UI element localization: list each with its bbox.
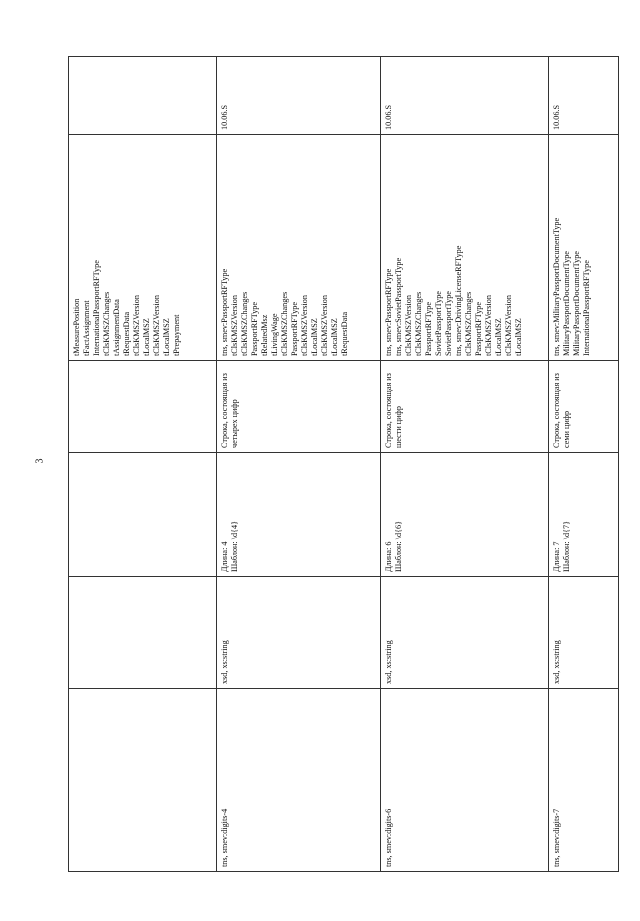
table-row — [549, 57, 619, 872]
cell-used-in — [549, 135, 619, 361]
restriction-line: Длина: 4 — [220, 541, 229, 572]
used-in-line: tLocalMSZ — [142, 318, 151, 356]
used-in-line: tClsKMSZChanges — [464, 291, 473, 356]
used-in-line: tns, smev:DrivingLicenseRFType — [454, 245, 463, 356]
used-in-line: PassportRFType — [424, 301, 433, 356]
cell-used-in — [381, 135, 549, 361]
used-in-line: PassportRFType — [250, 301, 259, 356]
cell-description: Строка, состоящая из шести цифр — [381, 361, 549, 453]
used-in-line: tLocalMSZ — [162, 318, 171, 356]
page-number: 3 — [34, 458, 46, 464]
cell-version: 10.06.S — [549, 57, 619, 135]
used-in-line: tLocalMSZ — [330, 318, 339, 356]
cell-used-in — [217, 135, 381, 361]
cell-description — [69, 361, 217, 453]
used-in-line: InternationalPassportRFType — [92, 260, 101, 356]
cell-base-type: xsd, xs:string — [549, 577, 619, 689]
used-in-line: PassportRFType — [290, 301, 299, 356]
used-in-line: PassportRFType — [474, 301, 483, 356]
used-in-line: SovietPassportType — [434, 291, 443, 356]
used-in-line: tMeasurePosition — [72, 298, 81, 356]
cell-base-type: xsd, xs:string — [217, 577, 381, 689]
cell-restriction — [549, 453, 619, 577]
used-in-line: tns, smev:MilitaryPassportDocumentType — [552, 217, 561, 356]
used-in-line: tClsKMSZVersion — [300, 295, 309, 356]
type-definitions-table — [68, 56, 619, 872]
used-in-line: tLocalMSZ — [310, 318, 319, 356]
cell-version — [69, 57, 217, 135]
used-in-line: MilitaryPassportDocumentType — [572, 251, 581, 356]
used-in-line: tClsKMSZChanges — [102, 291, 111, 356]
used-in-line: tLocalMSZ — [514, 318, 523, 356]
table-row — [69, 57, 217, 872]
used-in-line: tns, smev:PassportRFType — [220, 268, 229, 356]
restriction-line: Шаблон: \d{6} — [394, 520, 403, 572]
cell-restriction — [217, 453, 381, 577]
used-in-line: MilitaryPassportDocumentType — [562, 251, 571, 356]
cell-base-type — [69, 577, 217, 689]
cell-restriction — [381, 453, 549, 577]
cell-name: tns, smev:digits-7 — [549, 689, 619, 872]
used-in-line: tRelatedMsz — [260, 314, 269, 356]
cell-name — [69, 689, 217, 872]
used-in-line: tClsKMSZVersion — [320, 295, 329, 356]
used-in-line: tns, smev:PassportRFType — [384, 268, 393, 356]
used-in-line: tClsKMSZChanges — [240, 291, 249, 356]
used-in-line: tLivingWage — [270, 313, 279, 356]
used-in-line: tAssignmentData — [112, 299, 121, 356]
table-body — [69, 57, 619, 872]
used-in-line: tClsKMSZChanges — [414, 291, 423, 356]
restriction-line: Шаблон: \d{4} — [230, 520, 239, 572]
cell-version: 10.06.S — [217, 57, 381, 135]
used-in-line: tClsKMSZVersion — [484, 295, 493, 356]
restriction-line: Шаблон: \d{7} — [562, 520, 571, 572]
restriction-line: Длина: 7 — [552, 541, 561, 572]
used-in-line: tFactAssignment — [82, 300, 91, 356]
used-in-line: SovietPassportType — [444, 291, 453, 356]
used-in-line: tClsKMSZVersion — [132, 295, 141, 356]
used-in-line: tClsKMSZVersion — [504, 295, 513, 356]
cell-name: tns, smev:digits-6 — [381, 689, 549, 872]
cell-used-in — [69, 135, 217, 361]
used-in-line: tClsKMSZVersion — [404, 295, 413, 356]
cell-description: Строка, состоящая из семи цифр — [549, 361, 619, 453]
used-in-line: InternationalPassportRFType — [582, 260, 591, 356]
table-row — [381, 57, 549, 872]
used-in-line: tRequestData — [340, 311, 349, 356]
used-in-line: tns, smev:SovietPassportType — [394, 257, 403, 356]
cell-base-type: xsd, xs:string — [381, 577, 549, 689]
used-in-line: tLocalMSZ — [494, 318, 503, 356]
used-in-line: tPrepayment — [172, 314, 181, 356]
cell-version: 10.06.S — [381, 57, 549, 135]
cell-name: tns, smev:digits-4 — [217, 689, 381, 872]
cell-restriction — [69, 453, 217, 577]
rotated-table-container — [68, 57, 618, 872]
used-in-line: tClsKMSZVersion — [230, 295, 239, 356]
used-in-line: tClsKMSZChanges — [280, 291, 289, 356]
table-row — [217, 57, 381, 872]
cell-description: Строка, состоящая из четырех цифр — [217, 361, 381, 453]
used-in-line: tRequestData — [122, 311, 131, 356]
restriction-line: Длина: 6 — [384, 541, 393, 572]
used-in-line: tClsKMSZVersion — [152, 295, 161, 356]
